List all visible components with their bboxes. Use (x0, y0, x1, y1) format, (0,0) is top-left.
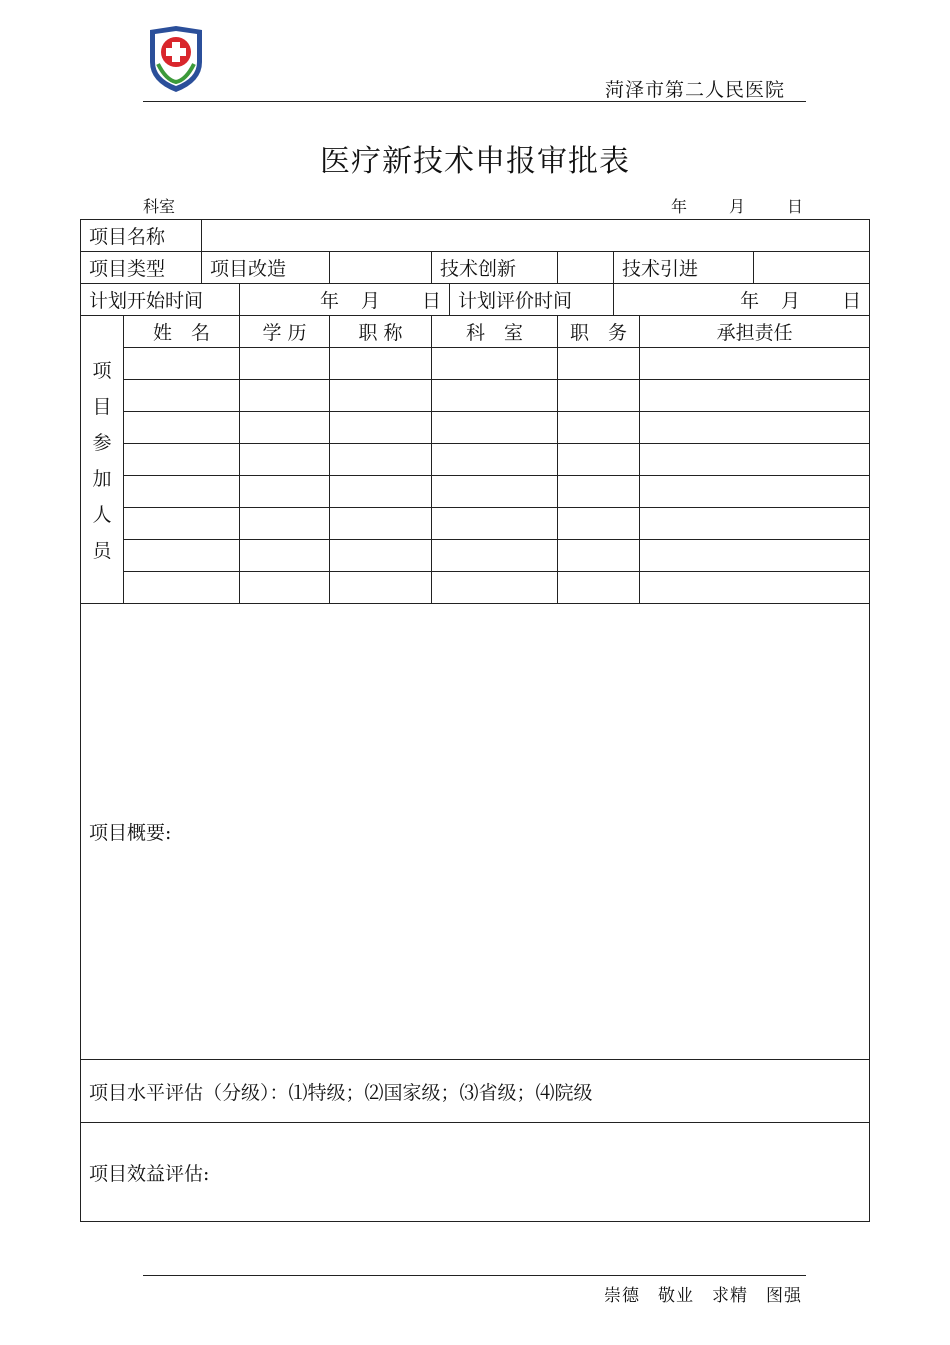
participant-cell[interactable] (640, 380, 870, 412)
summary-row (81, 604, 870, 1060)
date-month: 月 (729, 197, 746, 216)
level-field[interactable] (81, 1060, 870, 1123)
table-row (81, 348, 870, 380)
plan-eval-label: 计划评价时间 (450, 284, 614, 316)
participant-cell[interactable] (330, 508, 432, 540)
participant-cell[interactable] (330, 540, 432, 572)
level-label: 项目水平评估（分级）：⑴特级；⑵国家级；⑶省级；⑷院级 (89, 1081, 593, 1104)
project-name-field[interactable] (202, 220, 870, 252)
col-department: 科 室 (432, 316, 558, 348)
dept-label: 科室 (143, 197, 176, 216)
table-row (81, 444, 870, 476)
participant-cell[interactable] (432, 476, 558, 508)
participant-cell[interactable] (432, 540, 558, 572)
type-option-innovation: 技术创新 (432, 252, 558, 284)
plan-start-label: 计划开始时间 (81, 284, 240, 316)
participant-cell[interactable] (558, 508, 640, 540)
col-name: 姓 名 (124, 316, 240, 348)
participant-cell[interactable] (432, 380, 558, 412)
page-title: 医疗新技术申报审批表 (320, 144, 630, 179)
plan-eval-date-field[interactable] (614, 284, 870, 316)
schedule-row (81, 284, 870, 316)
table-row (81, 572, 870, 604)
project-type-row (81, 252, 870, 284)
footer-motto: 崇德 敬业 求精 图强 (604, 1286, 802, 1306)
footer-divider (143, 1275, 806, 1276)
participant-cell[interactable] (640, 444, 870, 476)
plan-eval-day: 日 (842, 290, 862, 312)
table-row (81, 412, 870, 444)
plan-eval-ymd (622, 286, 861, 313)
date-day: 日 (787, 197, 804, 216)
participants-header-row (81, 316, 870, 348)
participant-cell[interactable] (558, 412, 640, 444)
participant-cell[interactable] (640, 348, 870, 380)
participant-cell[interactable] (124, 476, 240, 508)
participants-label-stack (81, 356, 123, 563)
participant-cell[interactable] (640, 508, 870, 540)
type-renovation-field[interactable] (330, 252, 432, 284)
participant-cell[interactable] (640, 412, 870, 444)
summary-field[interactable] (81, 604, 870, 1060)
participant-cell[interactable] (330, 348, 432, 380)
participants-char: 人 (92, 504, 112, 526)
participant-cell[interactable] (124, 412, 240, 444)
participant-cell[interactable] (558, 476, 640, 508)
table-row (81, 476, 870, 508)
table-row (81, 508, 870, 540)
participant-cell[interactable] (240, 444, 330, 476)
benefit-row (81, 1123, 870, 1222)
participant-cell[interactable] (432, 572, 558, 604)
type-innovation-field[interactable] (558, 252, 614, 284)
participant-cell[interactable] (432, 444, 558, 476)
table-row (81, 540, 870, 572)
plan-start-day: 日 (422, 290, 442, 312)
participants-char: 加 (92, 468, 112, 490)
participant-cell[interactable] (240, 540, 330, 572)
project-type-label: 项目类型 (81, 252, 202, 284)
participant-cell[interactable] (240, 412, 330, 444)
plan-start-ymd (248, 286, 441, 313)
application-form-table (80, 219, 870, 1222)
participant-cell[interactable] (640, 476, 870, 508)
participant-cell[interactable] (124, 540, 240, 572)
participant-cell[interactable] (240, 572, 330, 604)
participants-side-label (81, 316, 124, 604)
date-year: 年 (671, 197, 688, 216)
table-row (81, 380, 870, 412)
type-introduction-field[interactable] (754, 252, 870, 284)
participant-cell[interactable] (330, 444, 432, 476)
participant-cell[interactable] (124, 380, 240, 412)
project-name-label: 项目名称 (81, 220, 202, 252)
participant-cell[interactable] (240, 380, 330, 412)
participant-cell[interactable] (640, 540, 870, 572)
participant-cell[interactable] (330, 412, 432, 444)
participant-cell[interactable] (330, 476, 432, 508)
col-title: 职 称 (330, 316, 432, 348)
plan-eval-month: 月 (781, 290, 801, 312)
col-position: 职 务 (558, 316, 640, 348)
participant-cell[interactable] (240, 348, 330, 380)
participants-char: 目 (92, 396, 112, 418)
type-option-introduction: 技术引进 (614, 252, 754, 284)
participant-cell[interactable] (124, 348, 240, 380)
header-divider (143, 101, 806, 102)
participant-cell[interactable] (432, 412, 558, 444)
participant-cell[interactable] (330, 380, 432, 412)
col-education: 学 历 (240, 316, 330, 348)
participant-cell[interactable] (558, 572, 640, 604)
participant-cell[interactable] (240, 476, 330, 508)
participant-cell[interactable] (558, 540, 640, 572)
level-row (81, 1060, 870, 1123)
participant-cell[interactable] (432, 348, 558, 380)
summary-label: 项目概要: (89, 822, 172, 844)
plan-start-month: 月 (360, 290, 380, 312)
participant-cell[interactable] (558, 380, 640, 412)
plan-start-date-field[interactable] (240, 284, 450, 316)
participant-cell[interactable] (640, 572, 870, 604)
participant-cell[interactable] (558, 444, 640, 476)
type-option-renovation: 项目改造 (202, 252, 330, 284)
participant-cell[interactable] (124, 508, 240, 540)
participants-char: 员 (92, 540, 112, 562)
participant-cell[interactable] (240, 508, 330, 540)
participants-char: 项 (92, 360, 112, 382)
hospital-name: 菏泽市第二人民医院 (604, 79, 785, 101)
participant-cell[interactable] (124, 572, 240, 604)
participant-cell[interactable] (330, 572, 432, 604)
participant-cell[interactable] (432, 508, 558, 540)
col-responsibility: 承担责任 (640, 316, 870, 348)
participant-cell[interactable] (558, 348, 640, 380)
benefit-label: 项目效益评估: (89, 1162, 210, 1185)
plan-eval-year: 年 (740, 290, 760, 312)
hospital-logo-icon (146, 24, 206, 94)
participant-cell[interactable] (124, 444, 240, 476)
participants-char: 参 (92, 432, 112, 454)
benefit-field[interactable] (81, 1123, 870, 1222)
project-name-row (81, 220, 870, 252)
plan-start-year: 年 (319, 290, 339, 312)
